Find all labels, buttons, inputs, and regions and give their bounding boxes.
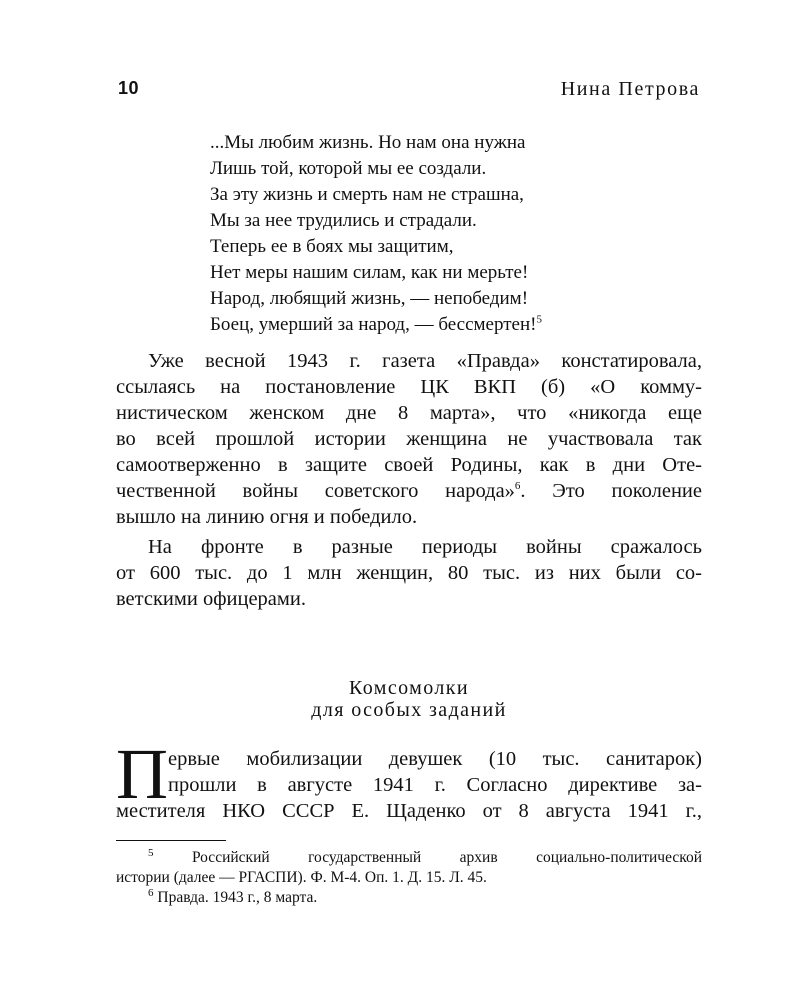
paragraph-line: ссылаясь на постановление ЦК ВКП (б) «О комму-	[116, 376, 702, 398]
paragraph-3	[116, 734, 702, 824]
footnote-5	[116, 848, 702, 888]
poem-line-last	[210, 312, 542, 338]
paragraph-line-text: чественной войны советского народа»	[116, 480, 515, 502]
running-head-author: Нина Петрова	[560, 78, 700, 100]
poem-quote	[210, 130, 542, 338]
poem-line: Лишь той, которой мы ее создали.	[210, 158, 487, 179]
footnote-marker: 6	[148, 886, 154, 899]
drop-cap: П	[116, 734, 168, 814]
footnote-text: Правда. 1943 г., 8 марта.	[157, 889, 318, 906]
poem-line: ...Мы любим жизнь. Но нам она нужна	[210, 132, 526, 153]
paragraph-line: прошли в августе 1941 г. Согласно директиве за-	[168, 774, 702, 796]
section-heading-line-2: для особых заданий	[311, 699, 507, 721]
paragraph-line: вышло на линию огня и победило.	[116, 506, 418, 528]
footnote-ref-6: 6	[514, 480, 521, 493]
footnote-marker: 5	[148, 846, 154, 859]
poem-line: Народ, любящий жизнь, — непобедим!	[210, 288, 529, 309]
paragraph-line: самоотверженно в защите своей Родины, как в дни Оте-	[116, 454, 702, 476]
footnote-6	[116, 888, 702, 908]
paragraph-line-tail: . Это поколение	[520, 480, 702, 502]
footnote-line	[116, 888, 702, 908]
footnote-text: Российский государственный архив социально-политической	[191, 849, 702, 866]
paragraph-line: ервые мобилизации девушек (10 тыс. санитарок)	[168, 748, 702, 770]
paragraph-2	[116, 534, 702, 612]
paragraph-line: ветскими офицерами.	[116, 588, 306, 610]
footnote-line: истории (далее — РГАСПИ). Ф. М-4. Оп. 1. Д. 15. Л. 45.	[116, 869, 487, 886]
section-heading-line-1: Комсомолки	[349, 677, 469, 699]
poem-line: Теперь ее в боях мы защитим,	[210, 236, 454, 257]
paragraph-1	[116, 348, 702, 530]
poem-line: За эту жизнь и смерть нам не страшна,	[210, 184, 524, 205]
poem-line-text: Боец, умерший за народ, — бессмертен!	[210, 314, 537, 335]
footnote-line	[116, 848, 702, 868]
paragraph-line: местителя НКО СССР Е. Щаденко от 8 августа 1941 г.,	[116, 800, 702, 822]
footnote-divider	[116, 840, 226, 841]
paragraph-line: На фронте в разные периоды войны сражалось	[148, 536, 702, 558]
paragraph-line	[116, 478, 702, 504]
poem-line: Мы за нее трудились и страдали.	[210, 210, 477, 231]
footnote-ref-5: 5	[536, 313, 542, 326]
paragraph-line: нистическом женском дне 8 марта», что «никогда еще	[116, 402, 702, 424]
paragraph-line: во всей прошлой истории женщина не участвовала так	[116, 428, 702, 450]
poem-line: Нет меры нашим силам, как ни мерьте!	[210, 262, 529, 283]
paragraph-line: от 600 тыс. до 1 млн женщин, 80 тыс. из них были со-	[116, 562, 702, 584]
paragraph-line: Уже весной 1943 г. газета «Правда» констатировала,	[148, 350, 702, 372]
page-number: 10	[118, 78, 140, 98]
